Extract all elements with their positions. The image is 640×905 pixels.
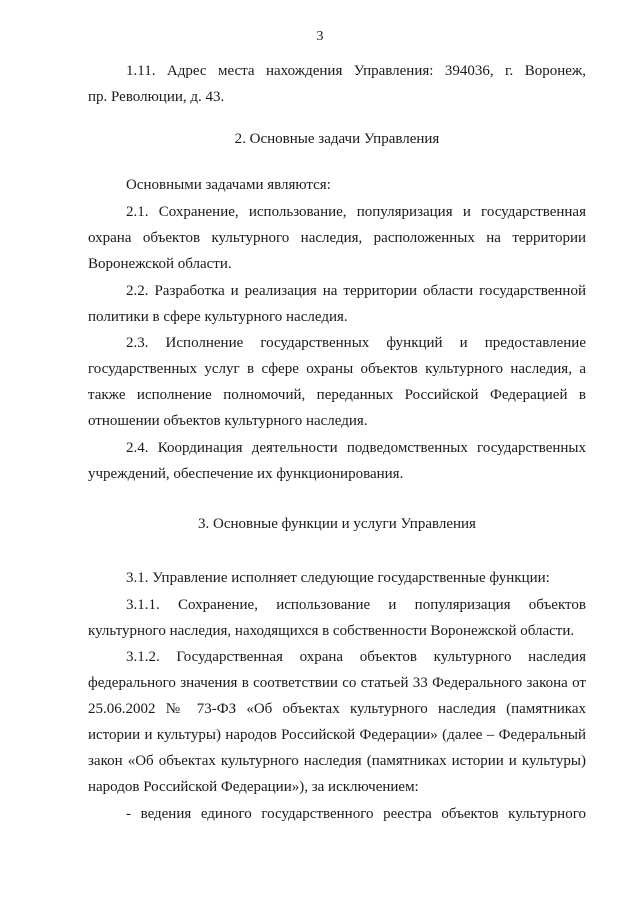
paragraph-line: 2.1. Сохранение, использование, популяризация и государственная: [126, 204, 586, 220]
list-item-bullet: [88, 801, 586, 827]
section-heading-3: 3. Основные функции и услуги Управления: [198, 516, 476, 532]
paragraph-1-11: [88, 58, 586, 110]
paragraph-2-2: [88, 278, 586, 330]
paragraph-3-1-1: [88, 592, 586, 644]
paragraph-2-3: [88, 330, 586, 434]
paragraph-2-1: [88, 199, 586, 277]
paragraph-2-4: [88, 435, 586, 487]
paragraph-line: также исполнение полномочий, переданных Российской Федерацией в: [88, 387, 586, 403]
paragraph-line: 25.06.2002 № 73-ФЗ «Об объектах культурного наследия (памятниках: [88, 701, 586, 717]
paragraph-line: учреждений, обеспечение их функционирования.: [88, 466, 404, 482]
paragraph-intro: [88, 172, 586, 198]
paragraph-line: Воронежской области.: [88, 256, 232, 272]
paragraph-line: охрана объектов культурного наследия, расположенных на территории: [88, 230, 586, 246]
paragraph-line: истории и культуры) народов Российской Федерации» (далее – Федеральный: [88, 727, 586, 743]
paragraph-line: 2.3. Исполнение государственных функций и предоставление: [126, 335, 586, 351]
paragraph-3-1: [88, 565, 586, 591]
paragraph-line: государственных услуг в сфере охраны объектов культурного наследия, а: [88, 361, 586, 377]
paragraph-line: пр. Революции, д. 43.: [88, 89, 225, 105]
paragraph-line: федерального значения в соответствии со статьей 33 Федерального закона от: [88, 675, 586, 691]
paragraph-line: 3.1.2. Государственная охрана объектов культурного наследия: [126, 649, 586, 665]
paragraph-line: политики в сфере культурного наследия.: [88, 309, 348, 325]
page-number: 3: [316, 29, 324, 44]
section-heading-2: 2. Основные задачи Управления: [234, 131, 440, 147]
paragraph-line: культурного наследия, находящихся в собственности Воронежской области.: [88, 623, 575, 639]
paragraph-line: 2.4. Координация деятельности подведомственных государственных: [126, 440, 586, 456]
paragraph-line: 2.2. Разработка и реализация на территории области государственной: [126, 283, 586, 299]
paragraph-line: закон «Об объектах культурного наследия (памятниках истории и культуры): [88, 753, 586, 769]
paragraph-3-1-2: [88, 644, 586, 800]
paragraph-line: Основными задачами являются:: [126, 177, 331, 193]
paragraph-line: отношении объектов культурного наследия.: [88, 413, 368, 429]
paragraph-line: 1.11. Адрес места нахождения Управления: 394036, г. Воронеж,: [126, 63, 586, 79]
paragraph-line: 3.1. Управление исполняет следующие государственные функции:: [126, 570, 550, 586]
paragraph-line: 3.1.1. Сохранение, использование и популяризация объектов: [126, 597, 586, 613]
paragraph-line: народов Российской Федерации»), за исключением:: [88, 779, 419, 795]
paragraph-line: - ведения единого государственного реестра объектов культурного: [126, 806, 586, 822]
